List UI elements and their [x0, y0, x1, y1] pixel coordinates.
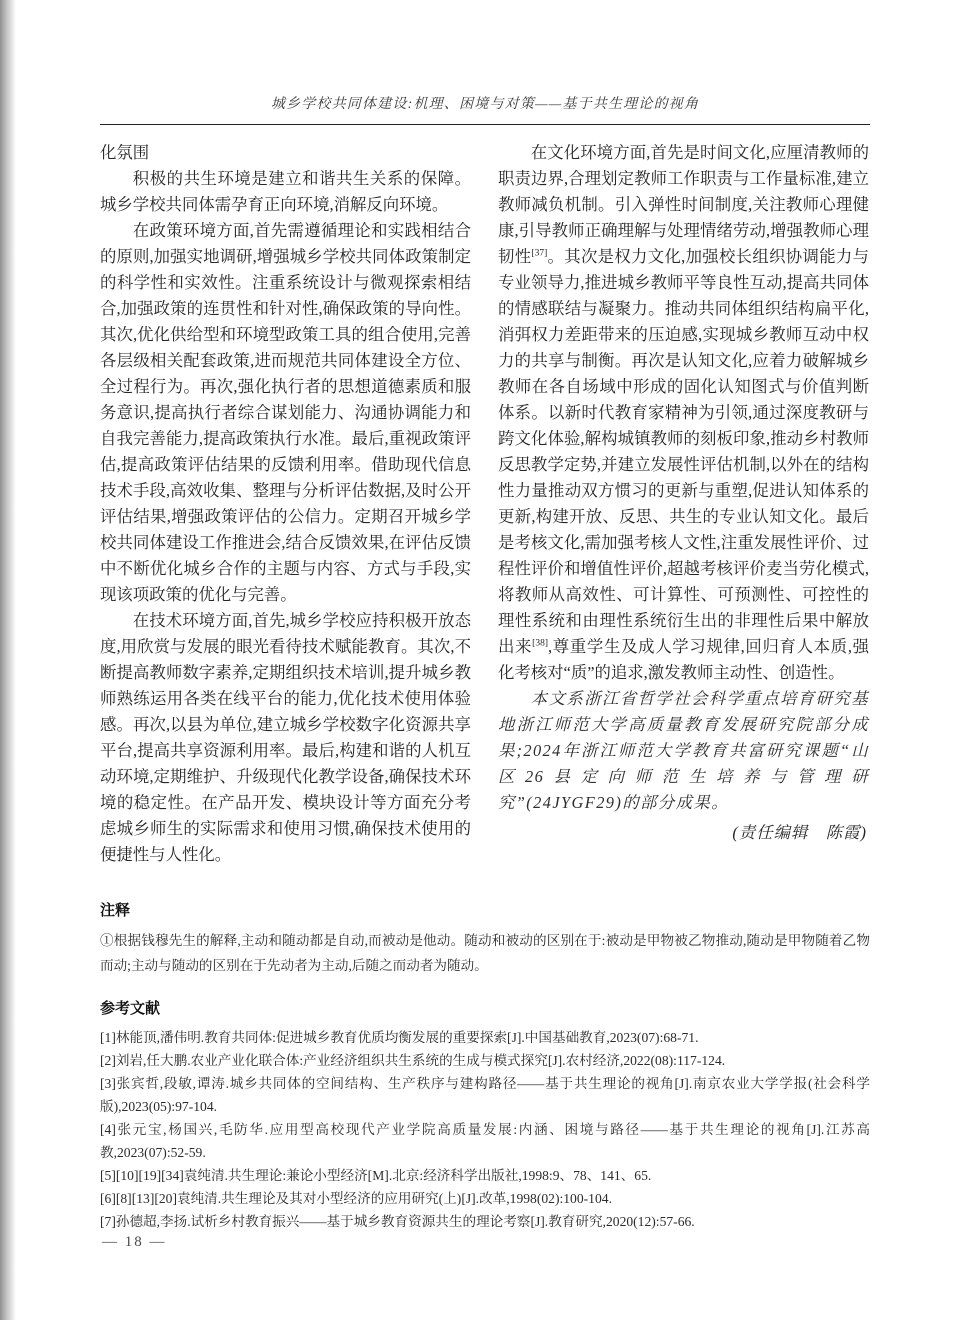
- reference-list: [100, 1026, 870, 1233]
- references-section: [100, 1000, 870, 1233]
- paragraph-continuation: 化氛围: [100, 143, 150, 162]
- paragraph-text: 在文化环境方面,首先是时间文化,应厘清教师的职责边界,合理划定教师工作职责与工作量标准,建立教师减负机制。引入弹性时间制度,关注教师心理健康,引导教师正确理解与处理情绪劳动,增强教师心理韧性: [498, 143, 869, 266]
- reference-item: [4]张元宝,杨国兴,毛防华.应用型高校现代产业学院高质量发展:内涵、困境与路径——基于共生理论的视角[J].江苏高教,2023(07):52-59.: [100, 1122, 870, 1160]
- notes-heading: 注释: [100, 902, 131, 919]
- paper-page: [100, 0, 870, 1233]
- scan-edge-shadow: [0, 0, 16, 1320]
- reference-item: [7]孙德超,李扬.试析乡村教育振兴——基于城乡教育资源共生的理论考察[J].教育研究,2020(12):57-66.: [100, 1214, 695, 1229]
- paragraph-text: 。其次是权力文化,加强校长组织协调能力与专业领导力,推进城乡教师平等良性互动,提高共同体的情感联结与凝聚力。推动共同体组织结构扁平化,消弭权力差距带来的压迫感,实现城乡教师互动中权力的共享与制衡。再次是认知文化,应着力破解城乡教师在各自场域中形成的固化认知图式与价值判断体系。以新时代教育家精神为引领,通过深度教研与跨文化体验,解构城镇教师的刻板印象,推动乡村教师反思教学定势,并建立发展性评估机制,以外在的结构性力量推动双方惯习的更新与重塑,促进认知体系的更新,构建开放、反思、共生的专业认知文化。最后是考核文化,需加强考核人文性,注重发展性评价、过程性评价和增值性评价,超越考核评价麦当劳化模式,将教师从高效性、可计算性、可预测性、可控性的理性系统和由理性系统衍生出的非理性后果中解放出来: [498, 247, 869, 656]
- body-columns: [100, 140, 870, 868]
- citation-ref-38: [38]: [532, 638, 548, 649]
- reference-item: [5][10][19][34]袁纯清.共生理论:兼论小型经济[M].北京:经济科学出版社,1998:9、78、141、65.: [100, 1168, 652, 1183]
- notes-section: [100, 902, 870, 978]
- reference-item: [1]林能顶,潘伟明.教育共同体:促进城乡教育优质均衡发展的重要探索[J].中国基础教育,2023(07):68-71.: [100, 1030, 699, 1045]
- funding-acknowledgement: 本文系浙江省哲学社会科学重点培育研究基地浙江师范大学高质量教育发展研究院部分成果;2024年浙江师范大学教育共富研究课题“山区26县定向师范生培养与管理研究”(24JYGF29)的部分成果。: [498, 689, 869, 812]
- paragraph-environment-intro: 积极的共生环境是建立和谐共生关系的保障。城乡学校共同体需孕育正向环境,消解反向环境。: [100, 169, 471, 214]
- paragraph-culture-environment: [498, 140, 869, 686]
- reference-item: [2]刘岩,任大鹏.农业产业化联合体:产业经济组织共生系统的生成与模式探究[J].农村经济,2022(08):117-124.: [100, 1053, 726, 1068]
- references-heading: 参考文献: [100, 1000, 161, 1017]
- reference-item: [3]张宾哲,段敏,谭涛.城乡共同体的空间结构、生产秩序与建构路径——基于共生理论的视角[J].南京农业大学学报(社会科学版),2023(05):97-104.: [100, 1076, 870, 1114]
- header-rule: [100, 124, 870, 125]
- reference-item: [6][8][13][20]袁纯清.共生理论及其对小型经济的应用研究(上)[J].改革,1998(02):100-104.: [100, 1191, 612, 1206]
- left-column: [100, 140, 471, 868]
- paragraph-text: ,尊重学生及成人学习规律,回归育人本质,强化考核对“质”的追求,激发教师主动性、创造性。: [498, 637, 870, 682]
- paragraph-policy-environment: 在政策环境方面,首先需遵循理论和实践相结合的原则,加强实地调研,增强城乡学校共同体政策制定的科学性和实效性。注重系统设计与微观探索相结合,加强政策的连贯性和针对性,确保政策的导向性。其次,优化供给型和环境型政策工具的组合使用,完善各层级相关配套政策,进而规范共同体建设全方位、全过程行为。再次,强化执行者的思想道德素质和服务意识,提高执行者综合谋划能力、沟通协调能力和自我完善能力,提高政策执行水准。最后,重视政策评估,提高政策评估结果的反馈利用率。借助现代信息技术手段,高效收集、整理与分析评估数据,及时公开评估结果,增强政策评估的公信力。定期召开城乡学校共同体建设工作推进会,结合反馈效果,在评估反馈中不断优化城乡合作的主题与内容、方式与手段,实现该项政策的优化与完善。: [100, 221, 471, 604]
- right-column: [498, 140, 869, 868]
- citation-ref-37: [37]: [531, 248, 548, 259]
- note-item: ①根据钱穆先生的解释,主动和随动都是自动,而被动是他动。随动和被动的区别在于:被动是甲物被乙物推动,随动是甲物随着乙物而动;主动与随动的区别在于先动者为主动,后随之而动者为随动。: [100, 933, 870, 973]
- page-number: — 18 —: [102, 1234, 167, 1250]
- paragraph-technology-environment: 在技术环境方面,首先,城乡学校应持积极开放态度,用欣赏与发展的眼光看待技术赋能教育。其次,不断提高教师数字素养,定期组织技术培训,提升城乡教师熟练运用各类在线平台的能力,优化技术使用体验感。再次,以县为单位,建立城乡学校数字化资源共享平台,提高共享资源利用率。最后,构建和谐的人机互动环境,定期维护、升级现代化教学设备,确保技术环境的稳定性。在产品开发、模块设计等方面充分考虑城乡师生的实际需求和使用习惯,确保技术使用的便捷性与人性化。: [100, 611, 471, 864]
- running-head-title: 城乡学校共同体建设:机理、困境与对策——基于共生理论的视角: [270, 97, 700, 112]
- responsible-editor-line: (责任编辑 陈霞): [732, 823, 867, 842]
